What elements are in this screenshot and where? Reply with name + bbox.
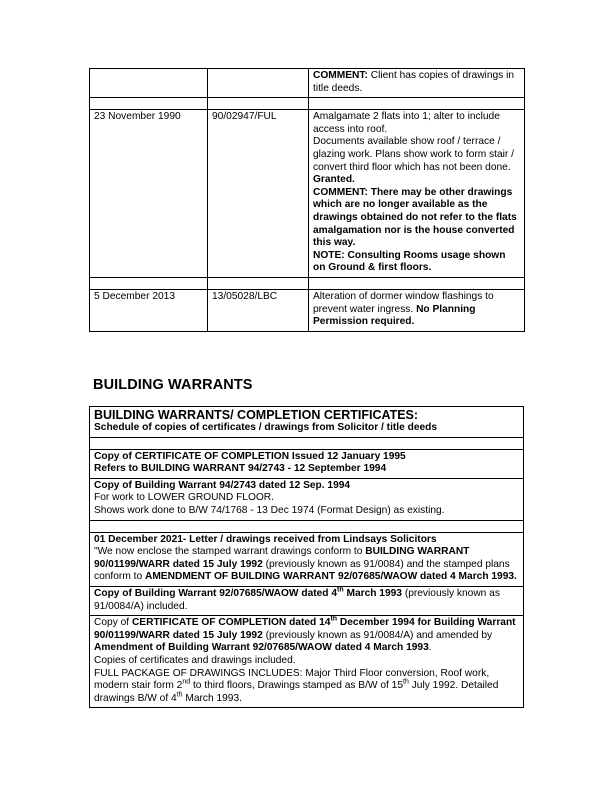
reference-cell: [208, 69, 309, 98]
completion-text: [94, 617, 519, 655]
letter-quote: [94, 546, 519, 584]
table-title: BUILDING WARRANTS/ COMPLETION CERTIFICATES:: [94, 408, 419, 422]
comment-text: COMMENT: There may be other drawings which are no longer available as the drawings obtained do not refer to the flats amalgamation nor is the house converted this way.: [313, 186, 517, 249]
quote-text: (previously known as 91/0084) and the stamped plans conform to: [94, 558, 510, 583]
text-span: (previously known as 91/0084/A) and amended by: [262, 629, 493, 641]
spacer-row: [90, 520, 524, 532]
comment-text: Client has copies of drawings in title deeds.: [313, 70, 515, 94]
ordinal-suffix: th: [330, 615, 338, 623]
documents-text: Documents available show roof / terrace / glazing work. Plans show work to form stair / convert third floor which has not been done.: [313, 136, 514, 173]
warrant-cell: [90, 478, 524, 520]
date-cell: 23 November 1990: [90, 110, 208, 278]
warrant-note: Shows work done to B/W 74/1768 - 13 Dec 1974 (Format Design) as existing.: [94, 504, 445, 516]
amendment-text: Amendment of Building Warrant 92/07685/WAOW dated 4 March 1993: [94, 642, 429, 654]
letter-cell: [90, 532, 524, 586]
section-heading: BUILDING WARRANTS: [93, 377, 253, 393]
text-span: March 1993.: [182, 692, 242, 704]
description-cell: [309, 110, 525, 278]
decision-text: Granted.: [313, 174, 355, 186]
building-warrants-table: [89, 406, 524, 708]
ordinal-suffix: th: [403, 678, 409, 686]
title-cell: [90, 407, 524, 438]
table-row: [90, 289, 525, 331]
table-row: [90, 110, 525, 278]
table-row: [90, 69, 525, 98]
spacer-row: [90, 98, 525, 110]
text-span: Copy of: [94, 617, 132, 629]
date-cell: 5 December 2013: [90, 289, 208, 331]
warrant-cell: [90, 586, 524, 615]
description-cell: [309, 289, 525, 331]
table-row: [90, 478, 524, 520]
text-span: to third floors, Drawings stamped as B/W of 15: [190, 680, 404, 692]
description-bold-text: No Planning Permission required.: [313, 303, 476, 328]
warrant-note: (previously known as 91/0084/A) included.: [94, 587, 500, 612]
text-span: July 1992. Detailed drawings B/W of 4: [94, 680, 499, 704]
quote-amendment: AMENDMENT OF BUILDING WARRANT 92/07685/WAOW dated 4 March 1993.: [144, 571, 517, 583]
table-subtitle: Schedule of copies of certificates / drawings from Solicitor / title deeds: [94, 422, 438, 433]
table-row: [90, 586, 524, 615]
table-row: [90, 449, 524, 478]
letter-heading: 01 December 2021- Letter / drawings received from Lindsays Solicitors: [94, 533, 437, 545]
date-cell: [90, 69, 208, 98]
table-row: [90, 532, 524, 586]
warrant-scope: For work to LOWER GROUND FLOOR.: [94, 492, 274, 504]
description-cell: [309, 69, 525, 98]
certificate-text: December 1994 for Building Warrant 90/01199/WARR dated 15 July 1992: [94, 617, 516, 641]
certificate-text: CERTIFICATE OF COMPLETION dated 14: [131, 617, 331, 629]
warrant-date: March 1993: [343, 587, 402, 599]
text-span: .: [428, 642, 432, 654]
drawings-package-text: [94, 668, 519, 706]
description-text: Alteration of dormer window flashings to prevent water ingress.: [313, 290, 494, 315]
comment-label: COMMENT:: [313, 70, 368, 81]
description-text: Amalgamate 2 flats into 1; alter to include access into roof.: [313, 111, 500, 135]
warrant-reference-line: Refers to BUILDING WARRANT 94/2743 - 12 September 1994: [94, 463, 387, 475]
completion-cell: [90, 616, 524, 708]
table-row: [90, 407, 524, 438]
ordinal-suffix: th: [176, 691, 183, 699]
certificate-cell: [90, 449, 524, 478]
spacer-row: [90, 437, 524, 449]
certificate-line: Copy of CERTIFICATE OF COMPLETION Issued 12 January 1995: [94, 450, 406, 462]
table-row: [90, 616, 524, 708]
text-span: FULL PACKAGE OF DRAWINGS INCLUDES: Major Third Floor conversion, Roof work, modern stair form 2: [94, 667, 490, 692]
note-text: NOTE: Consulting Rooms usage shown on Ground & first floors.: [313, 249, 506, 274]
spacer-row: [90, 277, 525, 289]
copies-text: Copies of certificates and drawings included.: [94, 654, 296, 666]
quote-warrant: BUILDING WARRANT 90/01199/WARR dated 15 July 1992: [94, 546, 470, 570]
planning-history-table: [89, 68, 525, 332]
reference-cell: 13/05028/LBC: [208, 289, 309, 331]
ordinal-suffix: th: [337, 586, 344, 594]
quote-text: "We now enclose the stamped warrant drawings conform to: [94, 546, 366, 558]
reference-cell: 90/02947/FUL: [208, 110, 309, 278]
warrant-title: Copy of Building Warrant 92/07685/WAOW dated 4: [94, 587, 338, 599]
warrant-title: Copy of Building Warrant 94/2743 dated 12 Sep. 1994: [94, 479, 351, 491]
ordinal-suffix: nd: [182, 678, 191, 686]
